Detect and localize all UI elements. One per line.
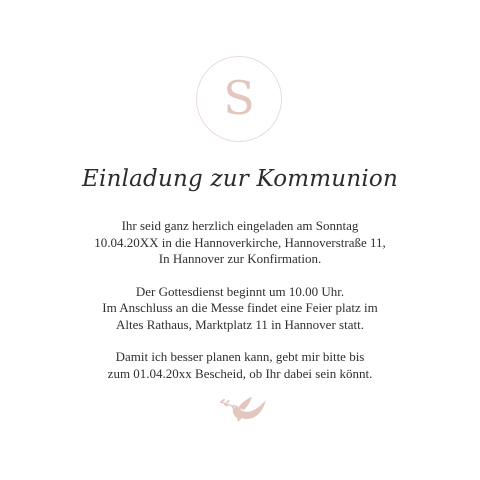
text-line: Damit ich besser planen kann, gebt mir bitte bis	[115, 349, 365, 364]
text-line: Altes Rathaus, Marktplatz 11 in Hannover statt.	[116, 316, 364, 332]
text-line: In Hannover zur Konfirmation.	[158, 251, 322, 266]
paragraph-schedule	[0, 284, 480, 334]
text-line: zum 01.04.20xx Bescheid, ob Ihr dabei sein könnt.	[107, 365, 373, 381]
monogram-circle	[196, 56, 282, 142]
invitation-title: Einladung zur Kommunion	[82, 166, 398, 192]
paragraph-invitation	[0, 218, 480, 268]
invitation-body	[0, 218, 480, 398]
text-line: Der Gottesdienst beginnt um 10.00 Uhr.	[135, 283, 345, 299]
text-line: Im Anschluss an die Messe findet eine Feier platz im	[102, 300, 378, 315]
paragraph-rsvp	[0, 349, 480, 382]
monogram-letter: S	[223, 71, 255, 125]
text-line: Ihr seid ganz herzlich eingeladen am Sonntag	[121, 218, 359, 233]
dove-icon	[218, 394, 268, 426]
text-line: 10.04.20XX in die Hannoverkirche, Hannoverstraße 11,	[94, 234, 386, 250]
